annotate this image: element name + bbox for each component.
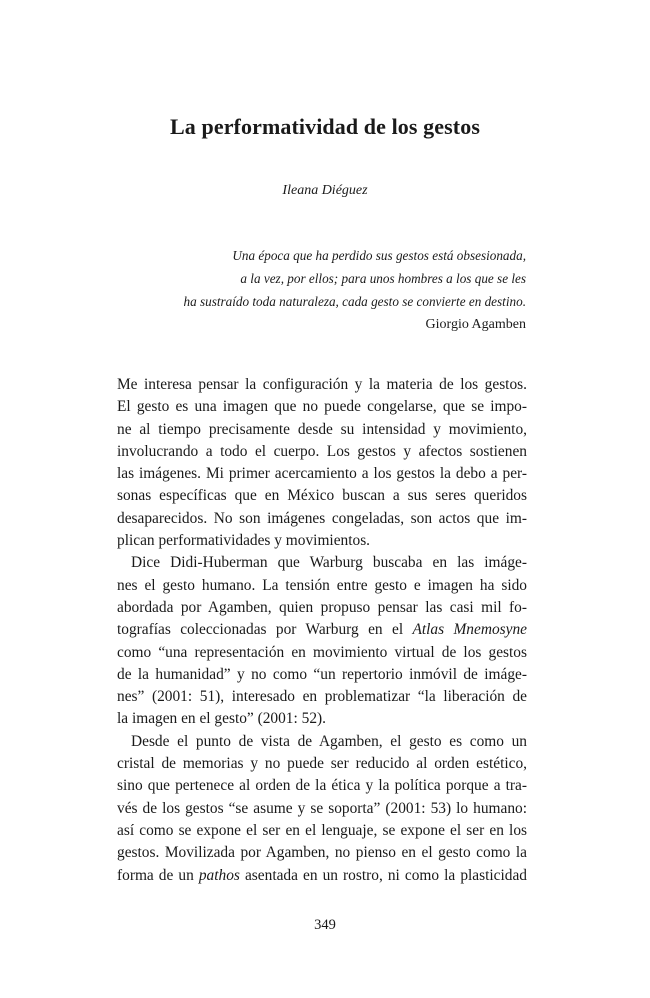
body-line: sonas específicas que en México buscan a sus seres queridos [117, 487, 527, 505]
body-line: Desde el punto de vista de Agamben, el gesto es como un [131, 732, 527, 750]
body-line: así como se expone el ser en el lenguaje, se expone el ser en los [117, 821, 527, 839]
body-line-text: tografías coleccionadas por Warburg en el [117, 621, 413, 639]
body-line: de la humanidad” y no como “un repertorio inmóvil de imáge- [117, 665, 527, 683]
epigraph-attribution: Giorgio Agamben [425, 317, 526, 332]
epigraph-line: ha sustraído toda naturaleza, cada gesto se convierte en destino. [183, 294, 526, 309]
body-line: nes el gesto humano. La tensión entre gesto e imagen ha sido [117, 576, 527, 594]
body-line: abordada por Agamben, quien propuso pensar las casi mil fo- [117, 598, 527, 616]
body-line: gestos. Movilizada por Agamben, no pienso en el gesto como la [117, 844, 527, 862]
body-line: Me interesa pensar la configuración y la materia de los gestos. [117, 376, 527, 393]
page-number: 349 [314, 917, 336, 933]
book-title-emphasis: Atlas Mnemosyne [412, 621, 527, 639]
body-line-text: forma de un [117, 866, 199, 884]
body-line: plican performatividades y movimientos. [117, 532, 371, 550]
author-name: Ileana Diéguez [282, 183, 368, 198]
epigraph [106, 244, 526, 336]
body-line: las imágenes. Mi primer acercamiento a los gestos la debo a per- [117, 465, 527, 483]
body-line: El gesto es una imagen que no puede congelarse, que se impo- [117, 398, 527, 416]
body-line: vés de los gestos “se asume y se soporta” (2001: 53) lo humano: [117, 799, 527, 817]
body-line: ne al tiempo precisamente desde su intensidad y movimiento, [117, 420, 527, 438]
body-text [117, 374, 527, 887]
body-line: involucrando a todo el cuerpo. Los gestos y afectos sostienen [117, 442, 527, 460]
body-line: cristal de memorias y no puede ser reducido al orden estético, [117, 755, 527, 773]
body-line: como “una representación en movimiento virtual de los gestos [117, 643, 527, 661]
body-line: sino que pertenece al orden de la ética y la política porque a tra- [117, 777, 527, 795]
epigraph-line: Una época que ha perdido sus gestos está obsesionada, [232, 248, 526, 263]
body-line [117, 619, 527, 641]
epigraph-line: a la vez, por ellos; para unos hombres a los que se les [240, 271, 526, 286]
term-emphasis: pathos [198, 866, 240, 884]
body-line: desaparecidos. No son imágenes congeladas, son actos que im- [117, 509, 527, 527]
chapter-title: La performatividad de los gestos [170, 114, 480, 139]
body-line-text: asentada en un rostro, ni como la plasticidad [239, 866, 527, 884]
body-line: nes” (2001: 51), interesado en problematizar “la liberación de [117, 688, 527, 706]
body-line: la imagen en el gesto” (2001: 52). [117, 710, 326, 728]
body-line [117, 865, 527, 887]
body-line: Dice Didi-Huberman que Warburg buscaba en las imáge- [131, 554, 527, 572]
